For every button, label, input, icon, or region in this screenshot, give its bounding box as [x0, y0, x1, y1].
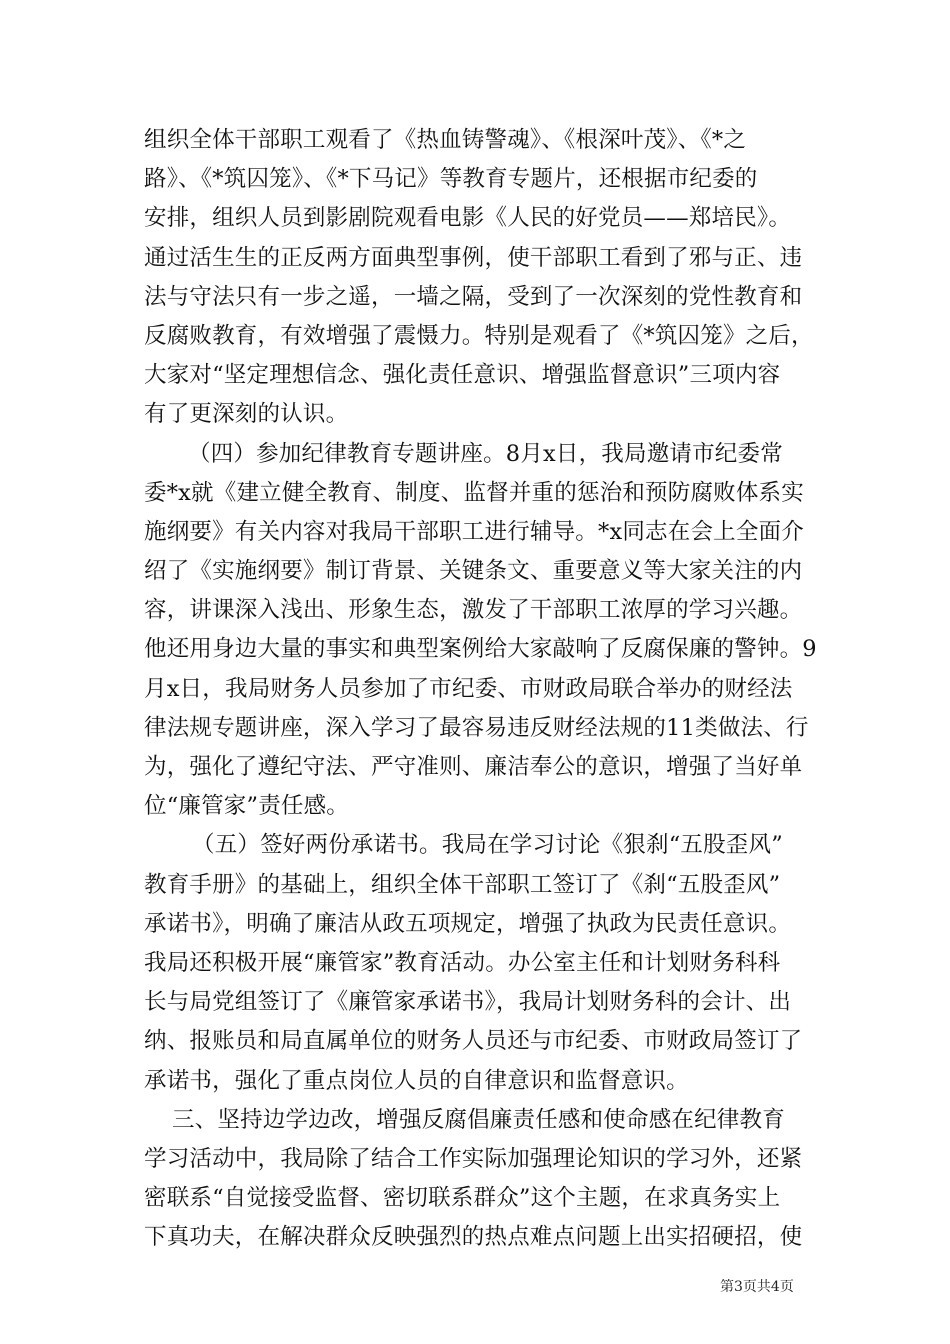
text-line: 容，讲课深入浅出、形象生态，激发了干部职工浓厚的学习兴趣。	[144, 597, 803, 624]
text-line: 密联系“自觉接受监督、密切联系群众”这个主题，在求真务实上	[144, 1185, 781, 1212]
text-line: 我局还积极开展“廉管家”教育活动。办公室主任和计划财务科科	[144, 949, 781, 976]
text-line: 承诺书》，明确了廉洁从政五项规定，增强了执政为民责任意识。	[144, 910, 792, 937]
text-line: 路》、《*筑囚笼》、《*下马记》等教育专题片，还根据市纪委的	[144, 166, 758, 193]
text-line: 下真功夫，在解决群众反映强烈的热点难点问题上出实招硬招，使	[144, 1224, 803, 1251]
text-line: 律法规专题讲座，深入学习了最容易违反财经法规的11类做法、行	[144, 714, 809, 741]
document-body	[144, 121, 817, 1257]
text-line: 施纲要》有关内容对我局干部职工进行辅导。*x同志在会上全面介	[144, 518, 804, 545]
text-line: 绍了《实施纲要》制订背景、关键条文、重要意义等大家关注的内	[144, 558, 803, 585]
text-line: 月x日，我局财务人员参加了市纪委、市财政局联合举办的财经法	[144, 675, 793, 702]
paragraph-heading-line: （五）签好两份承诺书。我局在学习讨论《狠刹“五股歪风”	[192, 832, 783, 859]
section-heading-line: 三、坚持边学边改，增强反腐倡廉责任感和使命感在纪律教育	[172, 1106, 785, 1133]
text-line: 位“廉管家”责任感。	[144, 793, 350, 820]
text-line: 组织全体干部职工观看了《热血铸警魂》、《根深叶茂》、《*之	[144, 127, 747, 153]
text-line: 反腐败教育，有效增强了震慑力。特别是观看了《*筑囚笼》之后，	[144, 322, 814, 349]
text-line: 承诺书，强化了重点岗位人员的自律意识和监督意识。	[144, 1067, 689, 1094]
text-line: 有了更深刻的认识。	[144, 401, 349, 428]
text-line: 学习活动中，我局除了结合工作实际加强理论知识的学习外，还紧	[144, 1145, 803, 1172]
text-line: 委*x就《建立健全教育、制度、监督并重的惩治和预防腐败体系实	[144, 479, 804, 506]
text-line: 他还用身边大量的事实和典型案例给大家敲响了反腐保廉的警钟。9	[144, 636, 817, 663]
page-number-footer: 第3页共4页	[720, 1279, 794, 1295]
text-line: 大家对“坚定理想信念、强化责任意识、增强监督意识”三项内容	[144, 362, 781, 389]
text-line: 长与局党组签订了《廉管家承诺书》，我局计划财务科的会计、出	[144, 989, 792, 1016]
paragraph-heading-line: （四）参加纪律教育专题讲座。8月x日，我局邀请市纪委常	[188, 440, 783, 467]
text-line: 法与守法只有一步之遥，一墙之隔，受到了一次深刻的党性教育和	[144, 283, 803, 310]
text-line: 教育手册》的基础上，组织全体干部职工签订了《刹“五股歪风”	[144, 871, 781, 898]
text-line: 为，强化了遵纪守法、严守准则、廉洁奉公的意识，增强了当好单	[144, 754, 803, 780]
text-line: 纳、报账员和局直属单位的财务人员还与市纪委、市财政局签订了	[144, 1028, 803, 1055]
text-line: 通过活生生的正反两方面典型事例，使干部职工看到了邪与正、违	[144, 244, 803, 271]
text-line: 安排，组织人员到影剧院观看电影《人民的好党员——郑培民》。	[144, 205, 792, 232]
